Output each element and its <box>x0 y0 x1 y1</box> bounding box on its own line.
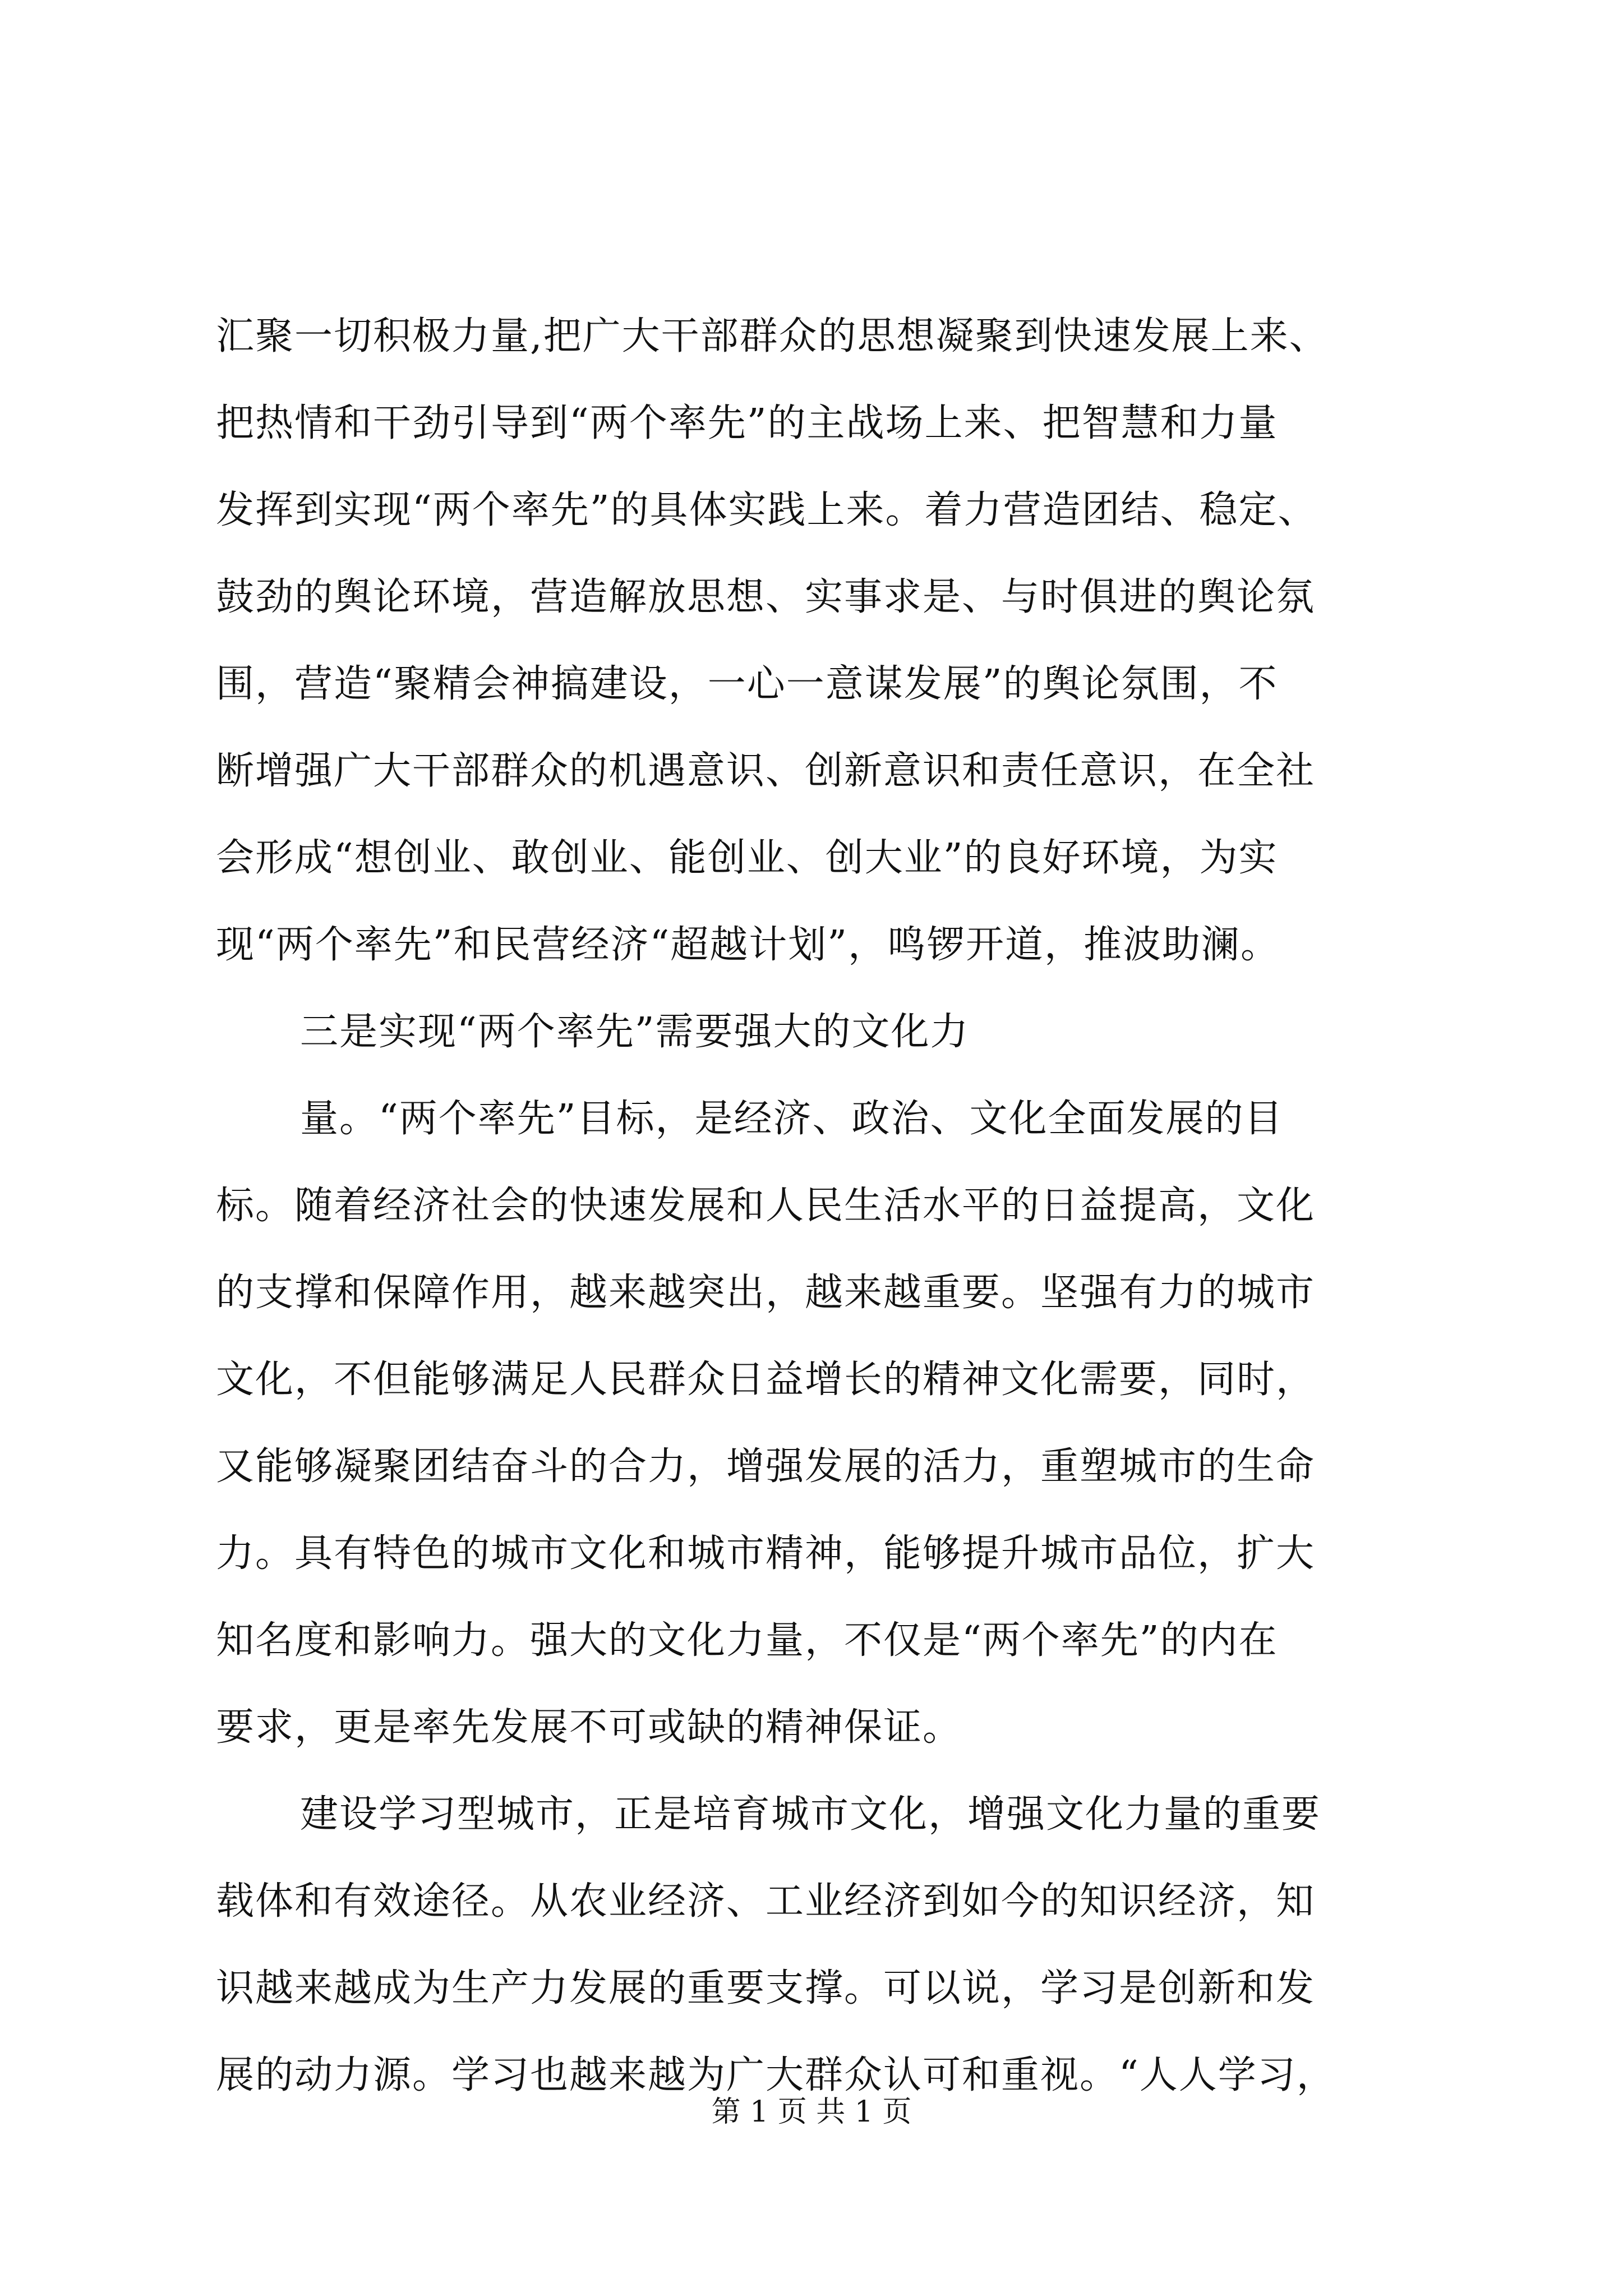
text-line-6: 断增强广大干部群众的机遇意识、创新意识和责任意识，在全社 <box>216 749 1316 793</box>
text-line-16: 知名度和影响力。强大的文化力量，不仅是“两个率先”的内在 <box>216 1618 1278 1663</box>
text-line-13: 文化，不但能够满足人民群众日益增长的精神文化需要，同时， <box>216 1358 1316 1402</box>
text-line-8: 现“两个率先”和民营经济“超越计划”，鸣锣开道，推波助澜。 <box>216 923 1280 967</box>
text-line-3: 发挥到实现“两个率先”的具体实践上来。着力营造团结、稳定、 <box>216 488 1317 532</box>
text-line-7: 会形成“想创业、敢创业、能创业、创大业”的良好环境，为实 <box>216 836 1278 880</box>
text-line-21: 展的动力源。学习也越来越为广大群众认可和重视。“人人学习， <box>216 2053 1336 2097</box>
text-line-2: 把热情和干劲引导到“两个率先”的主战场上来、把智慧和力量 <box>216 401 1278 445</box>
section-heading: 三是实现“两个率先”需要强大的文化力 <box>300 1010 970 1054</box>
text-line-17: 要求，更是率先发展不可或缺的精神保证。 <box>216 1705 962 1750</box>
text-line-18: 建设学习型城市，正是培育城市文化，增强文化力量的重要 <box>300 1792 1321 1837</box>
text-line-14: 又能够凝聚团结奋斗的合力，增强发展的活力，重塑城市的生命 <box>216 1444 1316 1489</box>
text-line-1: 汇聚一切积极力量,把广大干部群众的思想凝聚到快速发展上来、 <box>216 314 1329 358</box>
text-line-4: 鼓劲的舆论环境，营造解放思想、实事求是、与时俱进的舆论氛 <box>216 575 1316 619</box>
text-line-12: 的支撑和保障作用，越来越突出，越来越重要。坚强有力的城市 <box>216 1271 1316 1315</box>
text-line-20: 识越来越成为生产力发展的重要支撑。可以说，学习是创新和发 <box>216 1966 1316 2010</box>
page-number-footer: 第 1 页 共 1 页 <box>711 2095 912 2129</box>
text-line-10: 量。“两个率先”目标，是经济、政治、文化全面发展的目 <box>300 1097 1284 1141</box>
text-line-19: 载体和有效途径。从农业经济、工业经济到如今的知识经济，知 <box>216 1879 1316 1924</box>
text-line-11: 标。随着经济社会的快速发展和人民生活水平的日益提高，文化 <box>216 1184 1316 1228</box>
text-line-5: 围，营造“聚精会神搞建设，一心一意谋发展”的舆论氛围，不 <box>216 662 1278 706</box>
text-line-15: 力。具有特色的城市文化和城市精神，能够提升城市品位，扩大 <box>216 1531 1316 1576</box>
